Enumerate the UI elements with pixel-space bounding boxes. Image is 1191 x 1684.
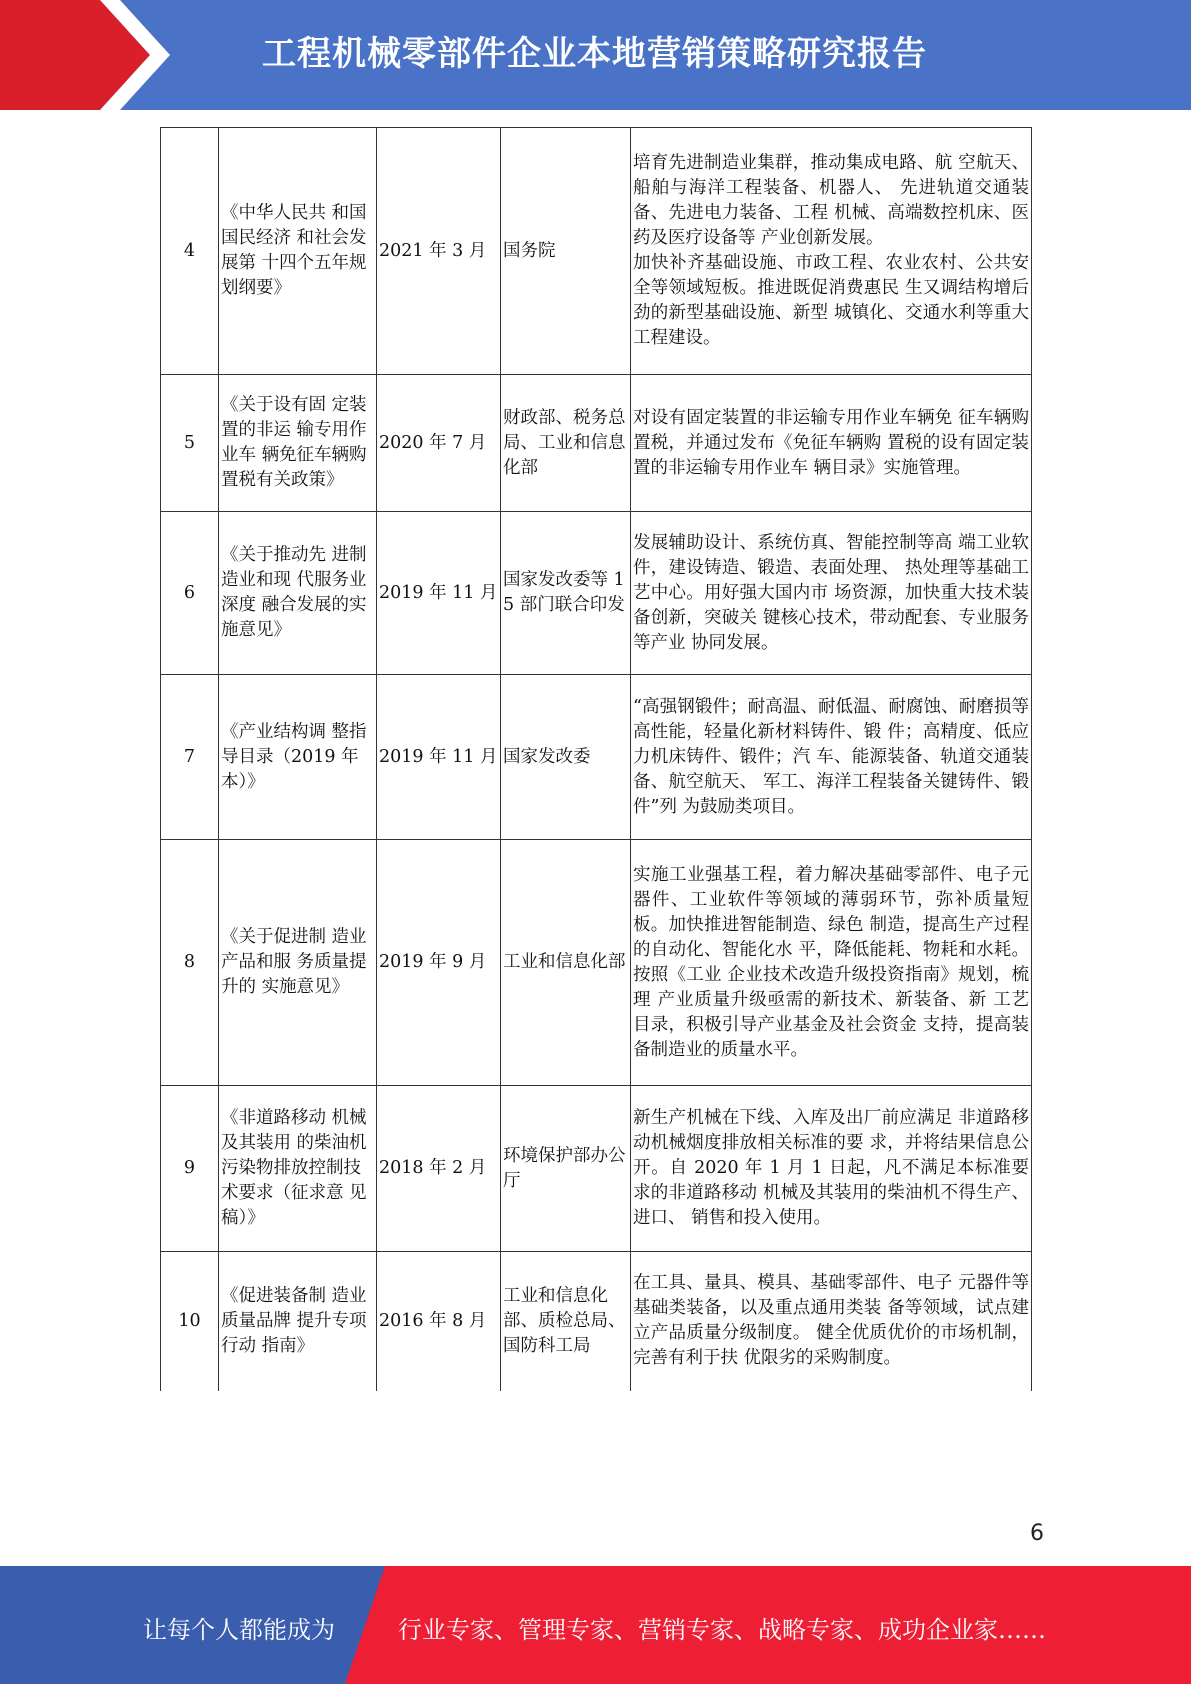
content-paragraph: 加快补齐基础设施、市政工程、农业农村、公共安全等领域短板。推进既促消费惠民 生又调结构增后劲的新型基础设施、新型 城镇化、交通水利等重大工程建设。	[633, 253, 1029, 348]
table-row	[161, 512, 1032, 675]
issue-date: 2021 年 3 月	[377, 128, 501, 375]
row-number: 9	[161, 1086, 219, 1252]
policy-content	[631, 675, 1032, 840]
policy-name: 《关于促进制 造业产品和服 务质量提升的 实施意见》	[219, 840, 377, 1086]
policy-name: 《促进装备制 造业质量品牌 提升专项行动 指南》	[219, 1252, 377, 1391]
policy-content	[631, 1086, 1032, 1252]
table-row	[161, 1252, 1032, 1391]
footer-slogan-right: 行业专家、管理专家、营销专家、战略专家、成功企业家……	[398, 1616, 1046, 1644]
page-number: 6	[1030, 1521, 1044, 1546]
table-row	[161, 128, 1032, 375]
policy-content	[631, 840, 1032, 1086]
row-number: 8	[161, 840, 219, 1086]
issuing-department: 国家发改委等 15 部门联合印发	[501, 512, 631, 675]
content-paragraph: 在工具、量具、模具、基础零部件、电子 元器件等基础类装备，以及重点通用类装 备等领域，试点建立产品质量分级制度。 健全优质优价的市场机制，完善有利于扶 优限劣的采购制度。	[633, 1273, 1029, 1369]
table-row	[161, 675, 1032, 840]
content-paragraph: 新生产机械在下线、入库及出厂前应满足 非道路移动机械烟度排放相关标准的要 求，并将结果信息公开。自 2020 年 1 月 1 日起，凡不满足本标准要求的非道路移动 机械及其装用的柴油机不得生产、进口、 销售和投入使用。	[633, 1108, 1029, 1228]
issuing-department: 工业和信息化部、质检总局、国防科工局	[501, 1252, 631, 1391]
row-number: 4	[161, 128, 219, 375]
table-row	[161, 1086, 1032, 1252]
footer-slogan-left: 让每个人都能成为	[143, 1616, 335, 1644]
policy-content	[631, 1252, 1032, 1391]
content-paragraph: “高强钢锻件；耐高温、耐低温、耐腐蚀、耐磨损等高性能，轻量化新材料铸件、锻 件；高精度、低应力机床铸件、锻件；汽 车、能源装备、轨道交通装备、航空航天、 军工、海洋工程装备关键铸件、锻件”列 为鼓励类项目。	[633, 696, 1029, 817]
content-paragraph: 培育先进制造业集群，推动集成电路、航 空航天、船舶与海洋工程装备、机器人、 先进轨道交通装备、先进电力装备、工程 机械、高端数控机床、医药及医疗设备等 产业创新发展。	[633, 153, 1029, 248]
issuing-department: 环境保护部办公厅	[501, 1086, 631, 1252]
row-number: 10	[161, 1252, 219, 1391]
issue-date: 2019 年 11 月	[377, 675, 501, 840]
policy-content	[631, 512, 1032, 675]
issue-date: 2016 年 8 月	[377, 1252, 501, 1391]
row-number: 5	[161, 375, 219, 512]
policy-name: 《中华人民共 和国国民经济 和社会发展第 十四个五年规 划纲要》	[219, 128, 377, 375]
policy-table	[160, 127, 1032, 1391]
header-banner	[0, 0, 1191, 110]
footer-banner	[0, 1566, 1191, 1684]
issuing-department: 工业和信息化部	[501, 840, 631, 1086]
table-row	[161, 375, 1032, 512]
policy-content	[631, 375, 1032, 512]
issue-date: 2019 年 11 月	[377, 512, 501, 675]
issue-date: 2019 年 9 月	[377, 840, 501, 1086]
policy-name: 《关于推动先 进制造业和现 代服务业深度 融合发展的实 施意见》	[219, 512, 377, 675]
policy-name: 《非道路移动 机械及其装用 的柴油机污染物排放控制技 术要求（征求意 见稿）》	[219, 1086, 377, 1252]
table-row	[161, 840, 1032, 1086]
policy-name: 《产业结构调 整指导目录（2019 年本）》	[219, 675, 377, 840]
issuing-department: 国家发改委	[501, 675, 631, 840]
content-paragraph: 实施工业强基工程，着力解决基础零部件、电子元器件、工业软件等领域的薄弱环节，弥补质量短板。加快推进智能制造、绿色 制造，提高生产过程的自动化、智能化水 平，降低能耗、物耗和水耗。按照《工业 企业技术改造升级投资指南》规划，梳理 产业质量升级亟需的新技术、新装备、新 工艺目录，积极引导产业基金及社会资金 支持，提高装备制造业的质量水平。	[633, 864, 1029, 1060]
content-paragraph: 对设有固定装置的非运输专用作业车辆免 征车辆购置税，并通过发布《免征车辆购 置税的设有固定装置的非运输专用作业车 辆目录》实施管理。	[633, 407, 1029, 478]
content-paragraph: 发展辅助设计、系统仿真、智能控制等高 端工业软件，建设铸造、锻造、表面处理、 热处理等基础工艺中心。用好强大国内市 场资源，加快重大技术装备创新，突破关 键核心技术，带动配套、专业服务等产业 协同发展。	[633, 532, 1029, 653]
report-title: 工程机械零部件企业本地营销策略研究报告	[262, 34, 927, 74]
policy-content	[631, 128, 1032, 375]
issue-date: 2020 年 7 月	[377, 375, 501, 512]
issue-date: 2018 年 2 月	[377, 1086, 501, 1252]
policy-name: 《关于设有固 定装置的非运 输专用作业车 辆免征车辆购 置税有关政策》	[219, 375, 377, 512]
row-number: 7	[161, 675, 219, 840]
issuing-department: 国务院	[501, 128, 631, 375]
row-number: 6	[161, 512, 219, 675]
issuing-department: 财政部、税务总局、工业和信息化部	[501, 375, 631, 512]
